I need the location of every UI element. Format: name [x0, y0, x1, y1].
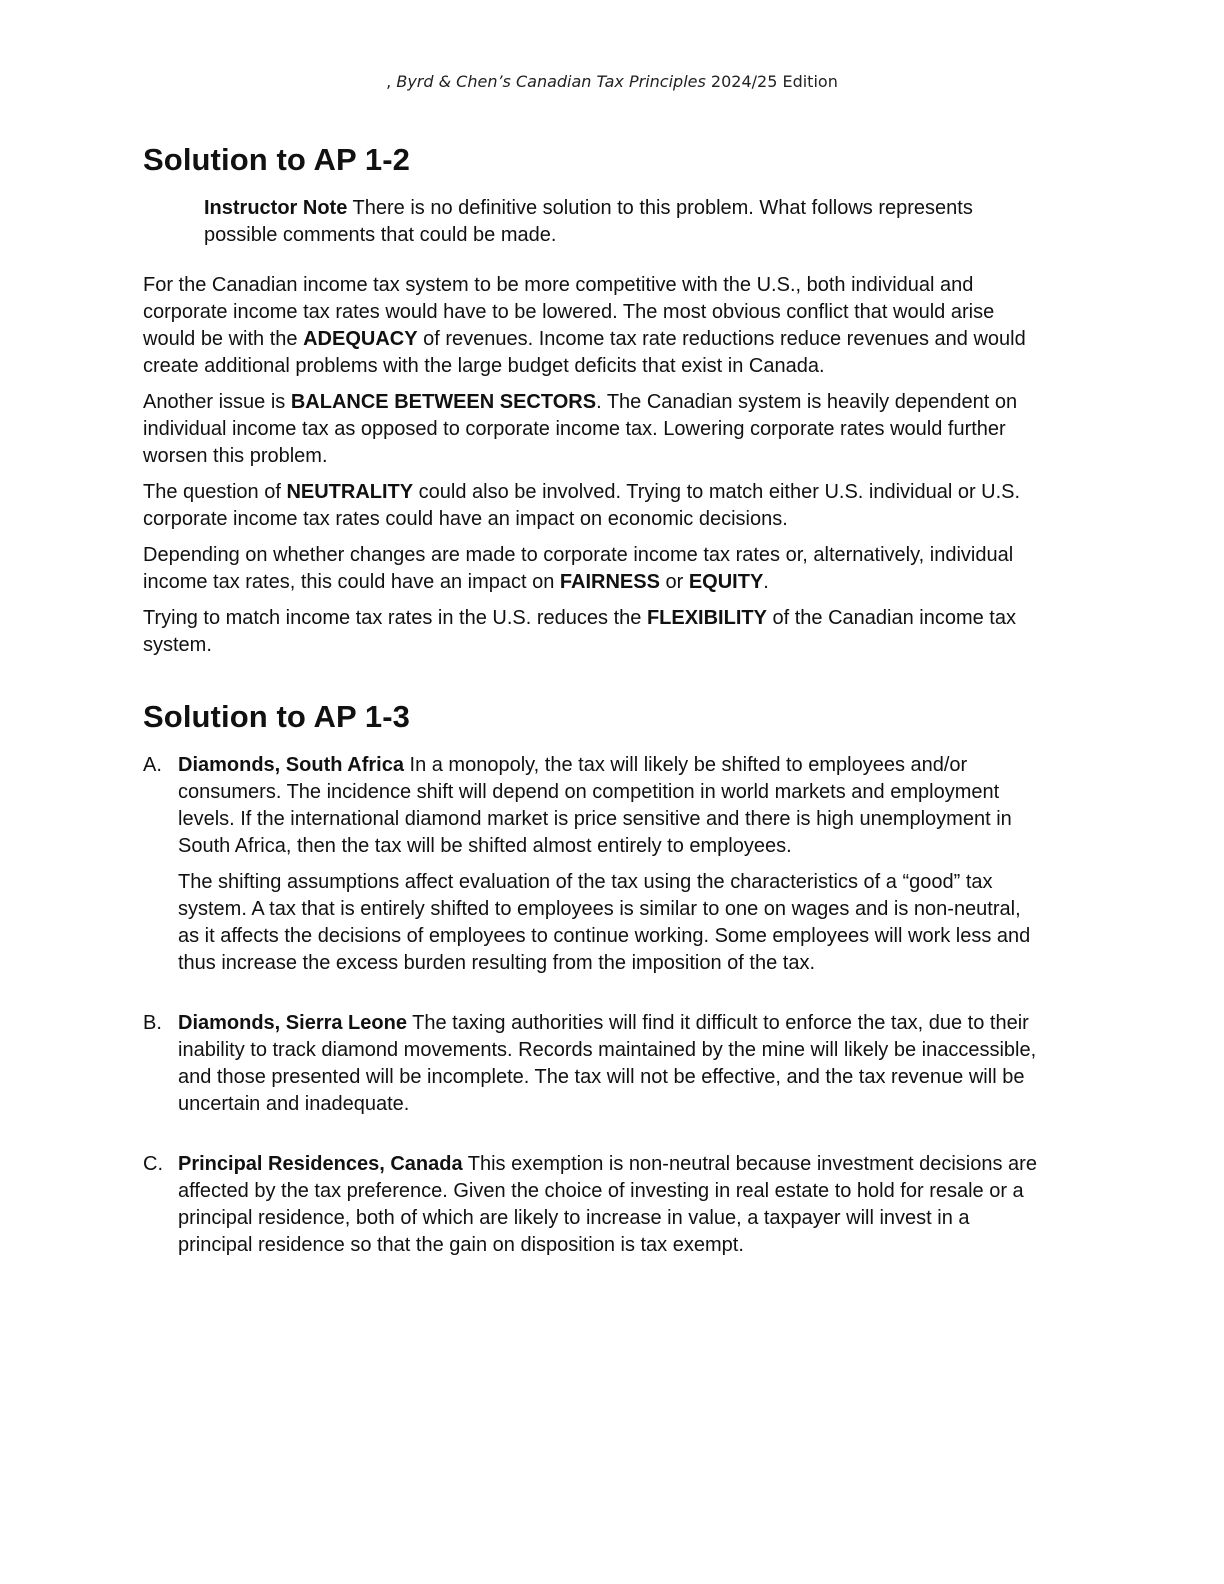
item-text: This exemption is non-neutral because investment decisions are affected by the tax preference. Given the choice of investing in real estate to hold for resale or a principal residence, both of which are likely to increase in value, a taxpayer will invest in a principal residence so that the gain on disposition is tax exempt.	[178, 1153, 1037, 1256]
text: Depending on whether changes are made to corporate income tax rates or, alternatively, individual income tax rates, this could have an impact on	[143, 544, 1014, 593]
term-equity: EQUITY	[688, 571, 764, 593]
text: could also be involved. Trying to match either U.S. individual or U.S. corporate income tax rates could have an impact on economic decisions.	[143, 481, 1021, 530]
paragraph-adequacy	[143, 272, 1043, 380]
section-title-ap-1-3: Solution to AP 1-3	[143, 699, 411, 734]
text: The question of	[143, 481, 287, 503]
item-label: Diamonds, Sierra Leone	[178, 1012, 407, 1034]
paragraph-fairness	[143, 542, 1043, 596]
term-neutrality: NEUTRALITY	[286, 481, 414, 503]
instructor-note	[204, 195, 1043, 249]
section-ap-1-2	[143, 138, 1043, 659]
spacer	[143, 1127, 1043, 1151]
text: of the Canadian income tax system.	[143, 607, 1016, 656]
term-fairness: FAIRNESS	[559, 571, 660, 593]
page-content	[143, 138, 1043, 1268]
instructor-note-label: Instructor Note	[204, 197, 348, 219]
text: For the Canadian income tax system to be more competitive with the U.S., both individual and corporate income tax rates would have to be lowered. The most obvious conflict that would arise would be with the	[143, 274, 995, 350]
edition: 2024/25 Edition	[705, 72, 838, 91]
instructor-note-text: There is no definitive solution to this problem. What follows represents possible comments that could be made.	[204, 197, 973, 246]
item-paragraph	[178, 1151, 1043, 1259]
paragraph-neutrality	[143, 479, 1043, 533]
item-label: Diamonds, South Africa	[178, 754, 404, 776]
text: or	[659, 571, 689, 593]
text: Trying to match income tax rates in the U.S. reduces the	[143, 607, 647, 629]
list-item-a	[143, 752, 1043, 977]
running-header	[0, 72, 1224, 91]
item-text: In a monopoly, the tax will likely be shifted to employees and/or consumers. The incidence shift will depend on competition in world markets and employment levels. If the international diamond market is price sensitive and there is high unemployment in South Africa, then the tax will be shifted almost entirely to employees.	[178, 754, 1012, 857]
list-marker: C.	[143, 1153, 163, 1175]
text: . The Canadian system is heavily dependent on individual income tax as opposed to corporate income tax. Lowering corporate rates would further worsen this problem.	[143, 391, 1018, 467]
text: Another issue is	[143, 391, 291, 413]
spacer	[143, 986, 1043, 1010]
section-ap-1-3	[143, 695, 1043, 1259]
list-marker: B.	[143, 1012, 162, 1034]
list-marker: A.	[143, 754, 162, 776]
term-adequacy: ADEQUACY	[303, 328, 418, 350]
text: .	[763, 571, 769, 593]
item-paragraph-2: The shifting assumptions affect evaluation of the tax using the characteristics of a “good” tax system. A tax that is entirely shifted to employees is similar to one on wages and is non-neutral, as it affects the decisions of employees to continue working. Some employees will work less and thus increase the excess burden resulting from the imposition of the tax.	[178, 871, 1031, 974]
term-balance-between-sectors: BALANCE BETWEEN SECTORS	[290, 391, 597, 413]
paragraph-flexibility	[143, 605, 1043, 659]
header-prefix: ,	[386, 72, 397, 91]
section-title-ap-1-2: Solution to AP 1-2	[143, 142, 411, 177]
item-label: Principal Residences, Canada	[178, 1153, 463, 1175]
item-paragraph	[178, 752, 1043, 860]
book-title: Byrd & Chen’s Canadian Tax Principles	[396, 72, 706, 91]
item-text: The taxing authorities will find it difficult to enforce the tax, due to their inability to track diamond movements. Records maintained by the mine will likely be inaccessible, and those presented will be incomplete. The tax will not be effective, and the tax revenue will be uncertain and inadequate.	[178, 1012, 1037, 1115]
list-item-b	[143, 1010, 1043, 1118]
term-flexibility: FLEXIBILITY	[646, 607, 767, 629]
paragraph-balance	[143, 389, 1043, 470]
item-paragraph	[178, 1010, 1043, 1118]
list-item-c	[143, 1151, 1043, 1259]
text: of revenues. Income tax rate reductions reduce revenues and would create additional problems with the large budget deficits that exist in Canada.	[143, 328, 1026, 377]
